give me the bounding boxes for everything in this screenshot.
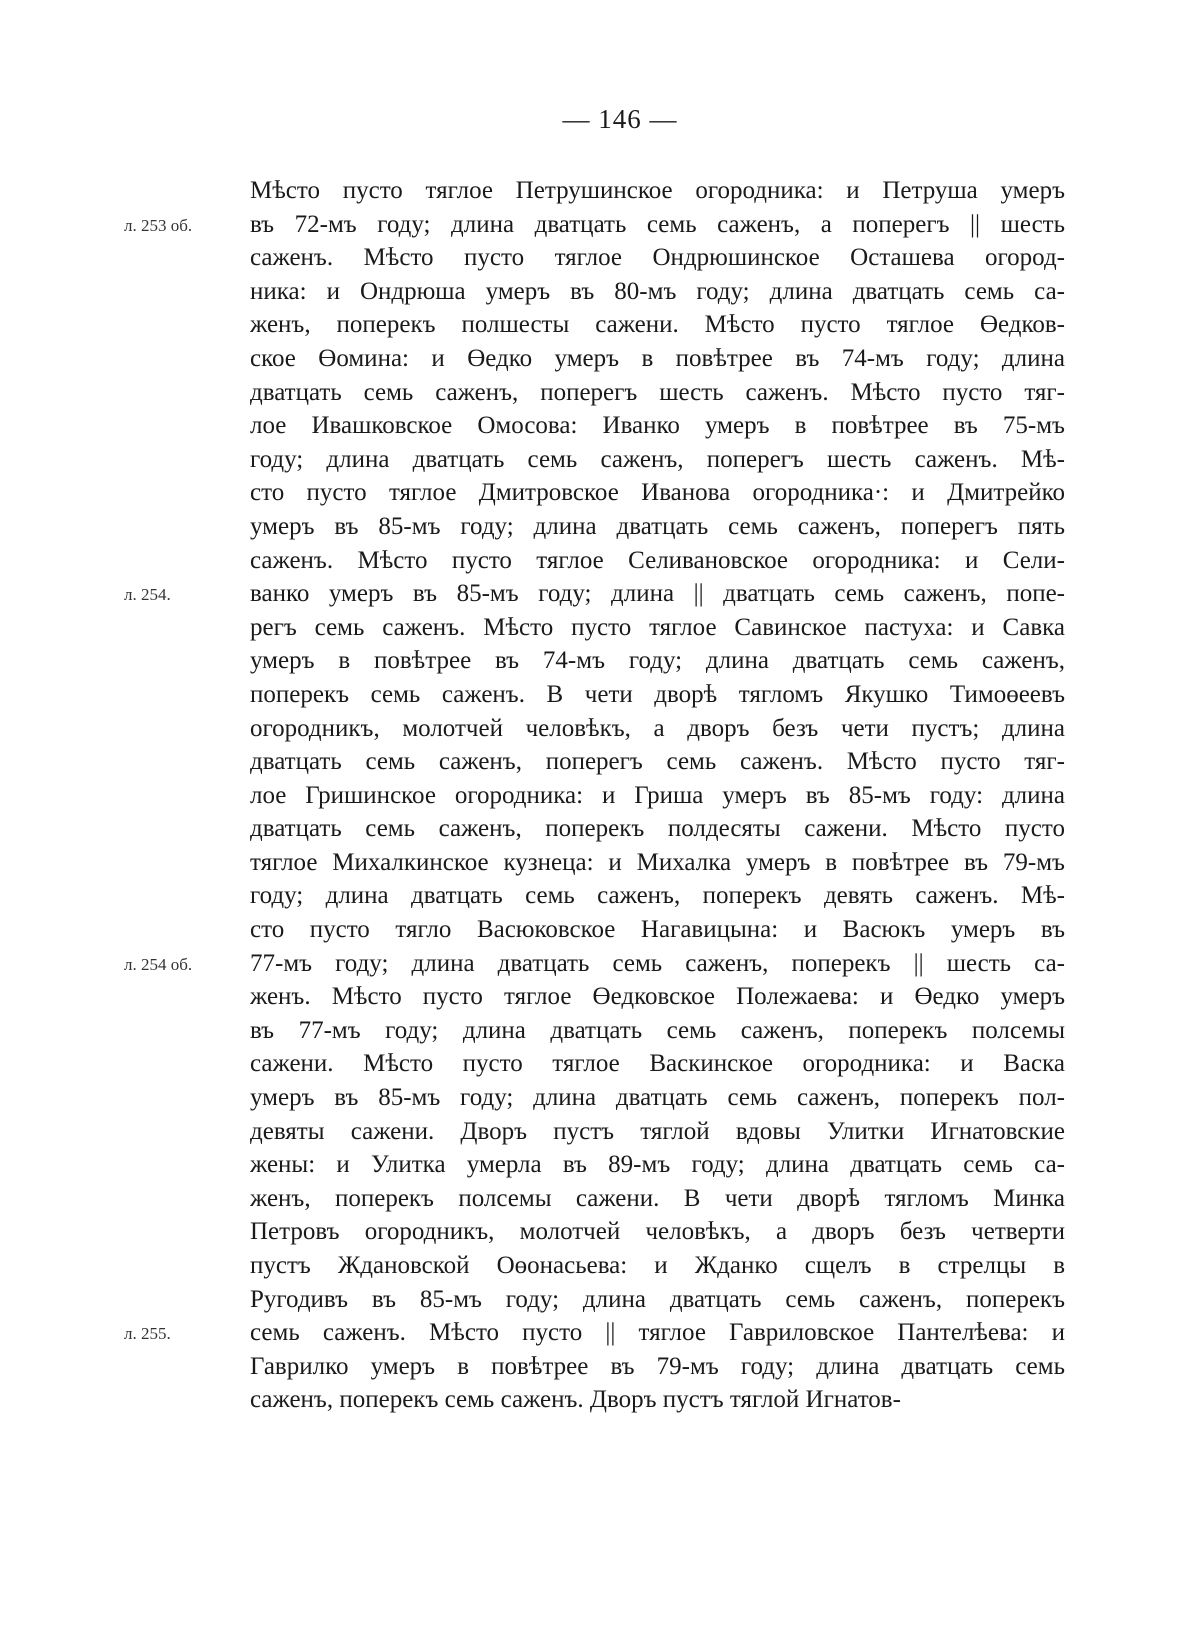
text-line: регъ семь саженъ. Мѣсто пусто тяглое Савинское пастуха: и Савка [250,613,1065,641]
text-line: 77-мъ году; длина дватцать семь саженъ, поперекъ || шесть са- [250,949,1065,977]
folio-marginal-note: л. 254. [124,585,171,605]
text-line: въ 77-мъ году; длина дватцать семь саженъ, поперекъ полсемы [250,1016,1065,1044]
text-line: ника: и Ондрюша умеръ въ 80-мъ году; длина дватцать семь са- [250,277,1065,305]
text-line: огородникъ, молотчей человѣкъ, а дворъ безъ чети пустъ; длина [250,714,1065,742]
text-line: лое Гришинское огородника: и Гриша умеръ въ 85-мъ году: длина [250,781,1065,809]
page-number: — 146 — [562,104,678,134]
text-line: году; длина дватцать семь саженъ, поперегъ шесть саженъ. Мѣ- [250,445,1065,473]
text-line: сто пусто тяглое Дмитровское Иванова огородника·: и Дмитрейко [250,479,1065,507]
text-line: дватцать семь саженъ, поперегъ шесть саженъ. Мѣсто пусто тяг- [250,378,1065,406]
text-line: саженъ. Мѣсто пусто тяглое Селивановское огородника: и Сели- [250,546,1065,574]
text-line: Ругодивъ въ 85-мъ году; длина дватцать семь саженъ, поперекъ [250,1285,1065,1313]
folio-marginal-note: л. 254 об. [124,954,193,974]
text-line: саженъ. Мѣсто пусто тяглое Ондрюшинское Осташева огород- [250,244,1065,272]
folio-marginal-note: л. 253 об. [124,215,193,235]
folio-marginal-note: л. 255. [124,1324,171,1344]
text-line: ванко умеръ въ 85-мъ году; длина || дватцать семь саженъ, попе- [250,580,1065,608]
text-line: году; длина дватцать семь саженъ, поперекъ девять саженъ. Мѣ- [250,882,1065,910]
text-line: сажени. Мѣсто пусто тяглое Васкинское огородника: и Васка [250,1050,1065,1078]
text-line: тяглое Михалкинское кузнеца: и Михалка умеръ в повѣтрее въ 79-мъ [250,848,1065,876]
text-line: Петровъ огородникъ, молотчей человѣкъ, а дворъ безъ четверти [250,1218,1065,1246]
text-line: пустъ Ждановской Оөонасьева: и Жданко сщелъ в стрелцы в [250,1252,1065,1279]
body-text [250,174,1065,1417]
text-line: дватцать семь саженъ, поперегъ семь саженъ. Мѣсто пусто тяг- [250,748,1065,776]
text-line: Гаврилко умеръ в повѣтрее въ 79-мъ году; длина дватцать семь [250,1352,1065,1380]
text-line: поперекъ семь саженъ. В чети дворѣ тягломъ Якушко Тимоөеевъ [250,680,1065,708]
text-line: Мѣсто пусто тяглое Петрушинское огородника: и Петруша умеръ [250,177,1065,204]
text-line: женъ, поперекъ полшесты сажени. Мѣсто пусто тяглое Өедков- [250,311,1065,339]
text-line: умеръ въ 85-мъ году; длина дватцать семь саженъ, поперекъ пол- [250,1084,1065,1112]
text-line: въ 72-мъ году; длина дватцать семь саженъ, а поперегъ || шесть [250,210,1065,238]
text-line: девяты сажени. Дворъ пустъ тяглой вдовы Улитки Игнатовские [250,1117,1065,1145]
text-line: женъ. Мѣсто пусто тяглое Өедковское Полежаева: и Өедко умеръ [250,983,1065,1011]
text-line: ское Өомина: и Өедко умеръ в повѣтрее въ 74-мъ году; длина [250,344,1065,372]
text-line: жены: и Улитка умерла въ 89-мъ году; длина дватцать семь са- [250,1151,1065,1179]
text-line: умеръ в повѣтрее въ 74-мъ году; длина дватцать семь саженъ, [250,647,1065,675]
text-line: умеръ въ 85-мъ году; длина дватцать семь саженъ, поперегъ пять [250,512,1065,540]
text-line: саженъ, поперекъ семь саженъ. Дворъ пустъ тяглой Игнатов- [250,1386,901,1414]
text-line: семь саженъ. Мѣсто пусто || тяглое Гавриловское Пантелѣева: и [250,1319,1065,1347]
text-line: лое Ивашковское Омосова: Иванко умеръ в повѣтрее въ 75-мъ [250,412,1065,440]
text-line: дватцать семь саженъ, поперекъ полдесяты сажени. Мѣсто пусто [250,815,1065,843]
text-line: сто пусто тягло Васюковское Нагавицына: и Васюкъ умеръ въ [250,916,1065,944]
text-line: женъ, поперекъ полсемы сажени. В чети дворѣ тягломъ Минка [250,1184,1065,1212]
